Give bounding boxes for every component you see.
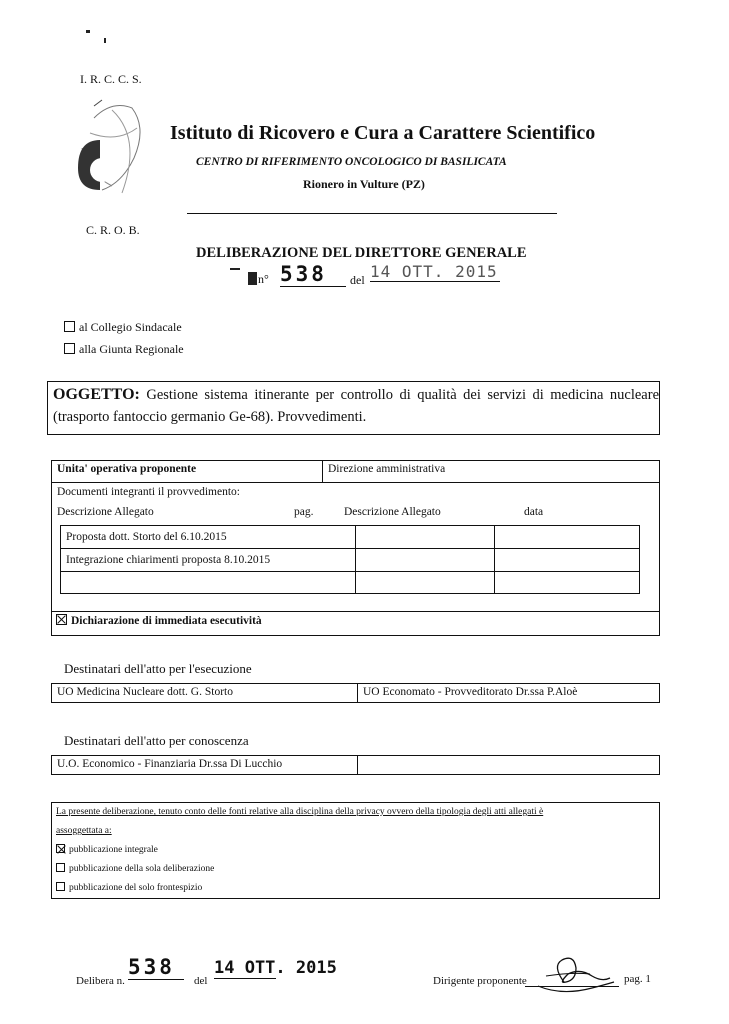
signature-image bbox=[532, 952, 622, 996]
institute-logo bbox=[72, 98, 154, 198]
privacy-option[interactable] bbox=[56, 860, 655, 879]
footer-page: pag. 1 bbox=[624, 973, 651, 985]
institute-title: Istituto di Ricovero e Cura a Carattere Scientifico bbox=[170, 122, 596, 144]
col-pag: pag. bbox=[294, 506, 314, 518]
attachments-table bbox=[60, 525, 640, 594]
footer-delibera-label: Delibera n. bbox=[76, 975, 125, 987]
attachment-desc: Proposta dott. Storto del 6.10.2015 bbox=[61, 526, 356, 549]
deliberation-date: 14 OTT. 2015 bbox=[370, 262, 500, 282]
unit-table bbox=[51, 460, 660, 636]
deliberation-heading: DELIBERAZIONE DEL DIRETTORE GENERALE bbox=[196, 245, 527, 261]
table-row bbox=[61, 572, 640, 594]
table-row bbox=[61, 526, 640, 549]
institute-subtitle: CENTRO DI RIFERIMENTO ONCOLOGICO DI BASILICATA bbox=[196, 156, 507, 168]
footer-del-label: del bbox=[194, 975, 208, 987]
header-divider bbox=[187, 213, 557, 214]
number-prefix: n° bbox=[258, 272, 269, 286]
checkbox-label: al Collegio Sindacale bbox=[79, 320, 182, 334]
knowledge-left: U.O. Economico - Finanziaria Dr.ssa Di Lucchio bbox=[52, 756, 358, 774]
institute-location: Rionero in Vulture (PZ) bbox=[303, 177, 425, 191]
stamp-mark bbox=[230, 268, 240, 270]
attachment-cell bbox=[356, 572, 495, 594]
knowledge-right bbox=[358, 756, 368, 774]
immediate-label: Dichiarazione di immediata esecutività bbox=[71, 615, 262, 627]
attachment-cell bbox=[356, 549, 495, 572]
docs-label: Documenti integranti il provvedimento: bbox=[57, 486, 241, 498]
immediate-checkbox[interactable] bbox=[56, 614, 67, 625]
attachment-cell bbox=[495, 572, 640, 594]
privacy-option-label: pubblicazione della sola deliberazione bbox=[69, 864, 215, 874]
del-label: del bbox=[350, 273, 365, 287]
irccs-label: I. R. C. C. S. bbox=[80, 72, 142, 86]
col-desc2: Descrizione Allegato bbox=[344, 506, 441, 518]
checkbox-label: alla Giunta Regionale bbox=[79, 342, 184, 356]
unit-row bbox=[52, 461, 659, 483]
privacy-text: assoggettata a: bbox=[56, 826, 112, 836]
execution-right: UO Economato - Provveditorato Dr.ssa P.Aloè bbox=[363, 686, 578, 698]
privacy-checkbox[interactable] bbox=[56, 844, 65, 853]
knowledge-label: Destinatari dell'atto per conoscenza bbox=[64, 733, 249, 748]
privacy-text: La presente deliberazione, tenuto conto delle fonti relative alla disciplina della privacy ovvero della tipologia degli atti allegati è bbox=[56, 807, 544, 817]
footer-date: 14 OTT. 2015 bbox=[214, 958, 337, 978]
scan-mark bbox=[86, 30, 90, 33]
col-data: data bbox=[524, 506, 544, 518]
oggetto-label: OGGETTO: bbox=[53, 386, 140, 403]
crob-label: C. R. O. B. bbox=[86, 223, 140, 237]
privacy-option[interactable] bbox=[56, 841, 655, 860]
attachment-cell bbox=[495, 526, 640, 549]
checkbox-collegio[interactable] bbox=[64, 320, 182, 335]
table-row bbox=[61, 549, 640, 572]
oggetto-text: Gestione sistema itinerante per controllo di qualità dei servizi di medicina nucleare (trasporto fantoccio germanio Ge-68). Provvedimenti. bbox=[53, 387, 660, 425]
execution-label: Destinatari dell'atto per l'esecuzione bbox=[64, 661, 252, 676]
privacy-box bbox=[51, 802, 660, 899]
deliberation-number-row bbox=[230, 262, 530, 292]
stamp-mark bbox=[248, 272, 257, 285]
footer-number: 538 bbox=[128, 955, 184, 980]
privacy-checkbox[interactable] bbox=[56, 882, 65, 891]
unit-value: Direzione amministrativa bbox=[328, 463, 446, 475]
footer-dirigente-label: Dirigente proponente bbox=[433, 975, 527, 987]
execution-row bbox=[51, 683, 660, 703]
checkbox-box[interactable] bbox=[64, 321, 75, 332]
checkbox-giunta[interactable] bbox=[64, 342, 184, 357]
privacy-option[interactable] bbox=[56, 879, 655, 898]
deliberation-number: 538 bbox=[280, 262, 346, 287]
attachment-cell bbox=[495, 549, 640, 572]
attachment-cell bbox=[356, 526, 495, 549]
execution-left: UO Medicina Nucleare dott. G. Storto bbox=[52, 684, 358, 702]
oggetto-box bbox=[47, 381, 660, 435]
scan-mark bbox=[104, 38, 106, 43]
col-desc: Descrizione Allegato bbox=[57, 506, 154, 518]
checkbox-box[interactable] bbox=[64, 343, 75, 354]
privacy-option-label: pubblicazione del solo frontespizio bbox=[69, 883, 203, 893]
attachment-desc: Integrazione chiarimenti proposta 8.10.2015 bbox=[61, 549, 356, 572]
knowledge-row bbox=[51, 755, 660, 775]
privacy-option-label: pubblicazione integrale bbox=[69, 845, 158, 855]
privacy-checkbox[interactable] bbox=[56, 863, 65, 872]
unit-label: Unita' operativa proponente bbox=[52, 461, 323, 482]
immediate-row bbox=[52, 611, 659, 635]
attachment-desc bbox=[61, 572, 356, 594]
